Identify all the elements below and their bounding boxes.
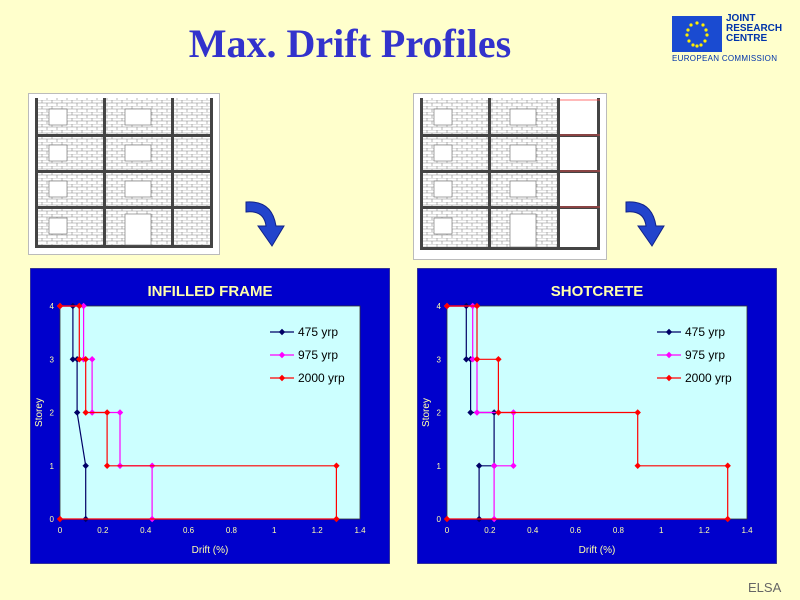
x-tick-label: 1.4 (354, 526, 366, 535)
curved-arrow-icon (242, 196, 298, 257)
y-axis-label: Storey (34, 398, 45, 427)
x-tick-label: 1 (272, 526, 277, 535)
legend-label: 475 yrp (298, 325, 339, 339)
logo-line1: JOINT (726, 13, 756, 24)
logo-words (726, 14, 782, 44)
chart-svg (30, 268, 390, 564)
curved-arrow-icon (622, 196, 678, 257)
logo-line3: CENTRE (726, 33, 768, 44)
x-tick-label: 1.2 (311, 526, 323, 535)
infilled-frame-drawing (28, 93, 220, 255)
slide-title: Max. Drift Profiles (188, 21, 512, 66)
legend-label: 2000 yrp (685, 371, 732, 385)
shotcrete-chart (417, 268, 777, 569)
x-tick-label: 0.6 (570, 526, 582, 535)
shotcrete-drawing (413, 93, 607, 260)
legend-label: 975 yrp (298, 348, 339, 362)
y-tick-label: 2 (436, 408, 441, 418)
x-tick-label: 1.4 (741, 526, 753, 535)
logo-line2: RESEARCH (726, 23, 783, 34)
logo-commission: EUROPEAN COMMISSION (672, 54, 778, 63)
x-axis-label: Drift (%) (191, 545, 229, 556)
legend-label: 475 yrp (685, 325, 726, 339)
y-tick-label: 3 (49, 355, 54, 365)
y-tick-label: 1 (436, 461, 441, 471)
legend-label: 975 yrp (685, 348, 726, 362)
chart-svg (417, 268, 777, 564)
y-tick-label: 2 (49, 408, 54, 418)
y-tick-label: 0 (436, 515, 441, 524)
y-tick-label: 3 (436, 355, 441, 365)
y-tick-label: 4 (436, 302, 441, 311)
jrc-logo (672, 14, 792, 64)
y-tick-label: 4 (49, 302, 54, 311)
x-tick-label: 1.2 (698, 526, 710, 535)
y-tick-label: 0 (49, 515, 54, 524)
chart-title: INFILLED FRAME (147, 283, 273, 300)
x-tick-label: 1 (659, 526, 664, 535)
x-tick-label: 0.2 (97, 526, 109, 535)
chart-title: SHOTCRETE (550, 283, 644, 300)
x-tick-label: 0 (444, 526, 450, 535)
y-axis-label: Storey (421, 398, 432, 427)
x-tick-label: 0.4 (140, 526, 152, 535)
x-tick-label: 0 (57, 526, 63, 535)
footer-label: ELSA (748, 580, 782, 595)
infilled-frame-chart (30, 268, 390, 569)
eu-flag-icon (672, 16, 722, 52)
x-tick-label: 0.8 (225, 526, 237, 535)
x-tick-label: 0.2 (484, 526, 496, 535)
x-axis-label: Drift (%) (578, 545, 616, 556)
x-tick-label: 0.4 (527, 526, 539, 535)
x-tick-label: 0.6 (183, 526, 195, 535)
legend-label: 2000 yrp (298, 371, 345, 385)
y-tick-label: 1 (49, 461, 54, 471)
x-tick-label: 0.8 (612, 526, 624, 535)
